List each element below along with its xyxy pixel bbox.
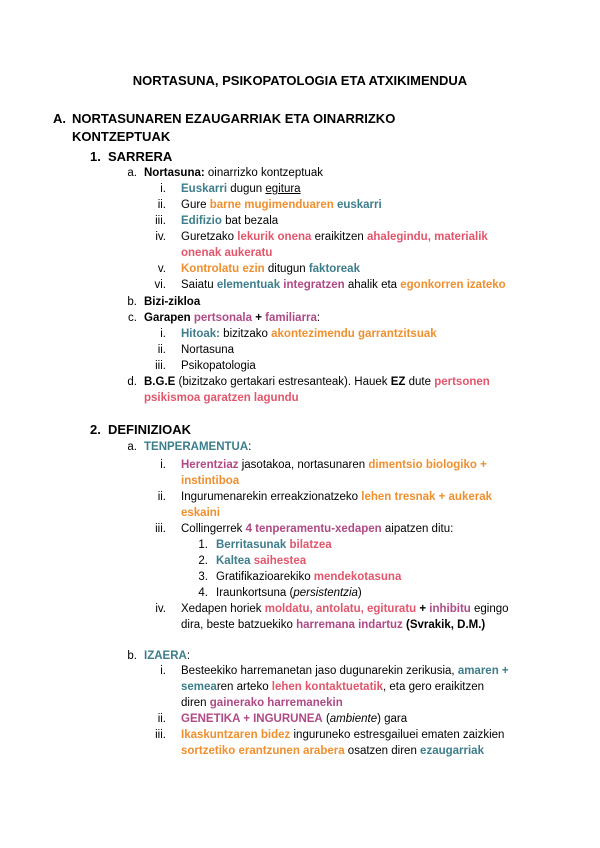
highlight: materialik	[434, 231, 488, 243]
text: (bizitzako gertakari estresanteak). Hauek	[175, 376, 391, 388]
highlight: pertsonala	[193, 312, 253, 324]
list-marker: i.	[160, 665, 166, 677]
list-item-cont	[181, 617, 485, 633]
list-item-cont	[181, 679, 484, 695]
list-item	[181, 727, 504, 743]
list-item-cont	[181, 245, 272, 261]
text: Gratifikazioarekiko	[216, 571, 314, 583]
list-marker: i.	[160, 459, 166, 471]
section-a-heading: NORTASUNAREN EZAUGARRIAK ETA OINARRIZKO	[72, 111, 396, 126]
highlight: lehen tresnak + aukerak	[361, 491, 493, 503]
text: :	[248, 441, 252, 453]
list-item	[181, 457, 487, 473]
term: TENPERAMENTUA	[144, 441, 249, 453]
list-item-cont	[181, 505, 220, 521]
text: :	[316, 312, 321, 324]
text: +	[416, 603, 430, 615]
highlight: Euskarri	[181, 183, 228, 195]
text: diren	[181, 697, 210, 709]
highlight: harremana indartuz	[296, 619, 403, 631]
list-item-bizi-zikloa: Bizi-zikloa	[144, 296, 201, 308]
list-item-cont	[181, 695, 343, 711]
list-item	[181, 489, 492, 505]
section-2-title: DEFINIZIOAK	[108, 422, 192, 437]
text: osatzen diren	[344, 745, 421, 757]
text: bizitzako	[219, 328, 272, 340]
highlight: Herentziaz	[181, 459, 239, 471]
list-marker: b.	[127, 650, 137, 662]
highlight: semea	[181, 681, 217, 693]
term: Nortasuna:	[144, 167, 205, 179]
text: Iraunkortsuna (	[216, 587, 294, 599]
highlight: integratzen	[283, 279, 345, 291]
list-item	[181, 711, 407, 727]
text: ditugun	[264, 263, 309, 275]
list-item-bge	[144, 374, 490, 390]
list-marker: vi.	[154, 279, 166, 291]
highlight: akontezimendu garrantzitsuak	[271, 328, 437, 340]
list-marker: ii.	[157, 199, 166, 211]
list-item-garapen	[144, 310, 320, 326]
list-item	[181, 213, 278, 229]
highlight: inhibitu	[429, 603, 471, 615]
list-item-cont	[144, 390, 299, 406]
text: Besteekiko harremanetan jaso dugunarekin zerikusia,	[181, 665, 458, 677]
underlined-text: egitura	[265, 183, 301, 195]
list-item	[181, 197, 382, 213]
list-marker: iii.	[155, 523, 166, 535]
italic-text: ambiente	[329, 713, 378, 725]
list-item: Nortasuna	[181, 344, 235, 356]
text: Xedapen horiek	[181, 603, 265, 615]
list-marker: 1.	[198, 539, 208, 551]
highlight: lekurik onena	[237, 231, 312, 243]
highlight: sortzetiko erantzunen arabera	[181, 745, 345, 757]
italic-text: persistentzia	[293, 587, 358, 599]
highlight: saihestea	[250, 555, 307, 567]
text: ) gara	[377, 713, 408, 725]
list-marker: a.	[127, 167, 137, 179]
list-item	[216, 569, 401, 585]
text: Gure	[181, 199, 210, 211]
highlight: amaren +	[457, 665, 509, 677]
list-marker: iv.	[155, 231, 166, 243]
list-item-cont	[181, 473, 239, 489]
list-marker: ii.	[157, 491, 166, 503]
list-item	[216, 537, 332, 553]
text: +	[252, 312, 266, 324]
text: , eta gero eraikitzen	[383, 681, 485, 693]
list-item: Psikopatologia	[181, 360, 256, 372]
highlight: GENETIKA + INGURUNEA	[181, 713, 323, 725]
list-item-izaera	[144, 648, 190, 664]
text: dugun	[227, 183, 266, 195]
list-marker: 2.	[198, 555, 208, 567]
section-2-marker: 2.	[90, 422, 101, 437]
list-marker: ii.	[157, 713, 166, 725]
emphasis: EZ	[390, 376, 406, 388]
list-marker: d.	[127, 376, 137, 388]
term: Garapen	[144, 312, 194, 324]
list-marker: i.	[160, 183, 166, 195]
highlight: lehen kontaktuetatik	[271, 681, 383, 693]
highlight: bilatzea	[286, 539, 332, 551]
list-item	[216, 585, 362, 601]
section-1-marker: 1.	[90, 149, 101, 164]
section-1-title: SARRERA	[108, 149, 173, 164]
highlight: psikismoa garatzen lagundu	[144, 392, 299, 404]
highlight: mendekotasuna	[313, 571, 402, 583]
list-marker: iii.	[155, 729, 166, 741]
highlight: Kontrolatu ezin	[181, 263, 265, 275]
list-marker: b.	[127, 296, 137, 308]
text: ren arteko	[216, 681, 272, 693]
highlight: euskarri	[336, 199, 382, 211]
list-item	[181, 663, 509, 679]
text: egingo	[470, 603, 509, 615]
list-marker: ii.	[157, 344, 166, 356]
highlight: 4 tenperamentu-xedapen	[245, 523, 382, 535]
highlight: Hitoak:	[181, 328, 220, 340]
highlight: elementuak	[216, 279, 281, 291]
text: ,	[427, 231, 435, 243]
list-item-cont	[181, 743, 484, 759]
text: aipatzen ditu:	[381, 523, 454, 535]
list-marker: v.	[157, 263, 166, 275]
text: Saiatu	[181, 279, 217, 291]
list-item	[181, 261, 360, 277]
highlight: familiarra	[265, 312, 317, 324]
highlight: Ikaskuntzaren bidez	[181, 729, 291, 741]
highlight: onenak aukeratu	[181, 247, 273, 259]
list-item	[181, 326, 437, 342]
highlight: faktoreak	[308, 263, 360, 275]
text: oinarrizko kontzeptuak	[204, 167, 323, 179]
list-marker: iii.	[155, 215, 166, 227]
text: )	[357, 587, 362, 599]
list-item	[181, 181, 301, 197]
text: Collingerrek	[181, 523, 246, 535]
highlight: Edifizio	[181, 215, 222, 227]
text: eraikitzen	[311, 231, 367, 243]
highlight: barne mugimenduaren	[209, 199, 334, 211]
highlight: Kaltea	[216, 555, 251, 567]
highlight: Berritasunak	[216, 539, 287, 551]
page-title: NORTASUNA, PSIKOPATOLOGIA ETA ATXIKIMENDUA	[132, 73, 468, 88]
list-marker: iii.	[155, 360, 166, 372]
text: bat bezala	[221, 215, 279, 227]
list-item	[181, 601, 509, 617]
section-a-heading-cont: KONTZEPTUAK	[72, 129, 171, 144]
text: dute	[405, 376, 435, 388]
text: jasotakoa, nortasunaren	[238, 459, 369, 471]
term: B.G.E	[144, 376, 176, 388]
list-item	[216, 553, 306, 569]
highlight: ezaugarriak	[420, 745, 484, 757]
list-marker: i.	[160, 328, 166, 340]
highlight: instintiboa	[181, 475, 240, 487]
list-item	[181, 521, 453, 537]
highlight: moldatu, antolatu, egituratu	[264, 603, 417, 615]
text: Guretzako	[181, 231, 238, 243]
highlight: ahalegindu	[367, 231, 428, 243]
list-item	[181, 277, 506, 293]
text: ahalik eta	[344, 279, 401, 291]
list-marker: 3.	[198, 571, 208, 583]
highlight: egonkorren izateko	[400, 279, 506, 291]
text: :	[186, 650, 191, 662]
list-marker: c.	[128, 312, 137, 324]
list-marker: iv.	[155, 603, 166, 615]
section-a-marker: A.	[53, 111, 66, 126]
text: (	[322, 713, 330, 725]
highlight: eskaini	[181, 507, 220, 519]
list-item-tenperamentua	[144, 439, 251, 455]
highlight: pertsonen	[434, 376, 490, 388]
list-item	[181, 229, 488, 245]
text: inguruneko estresgailuei ematen zaizkien	[290, 729, 505, 741]
citation: (Svrakik, D.M.)	[406, 619, 486, 631]
term: IZAERA	[144, 650, 187, 662]
list-marker: a.	[127, 441, 137, 453]
text: dira, beste batzuekiko	[181, 619, 297, 631]
list-marker: 4.	[198, 587, 208, 599]
highlight: gainerako harremanekin	[209, 697, 343, 709]
text: Ingurumenarekin erreakzionatzeko	[181, 491, 362, 503]
list-item-nortasuna	[144, 165, 323, 181]
highlight: dimentsio biologiko +	[368, 459, 487, 471]
